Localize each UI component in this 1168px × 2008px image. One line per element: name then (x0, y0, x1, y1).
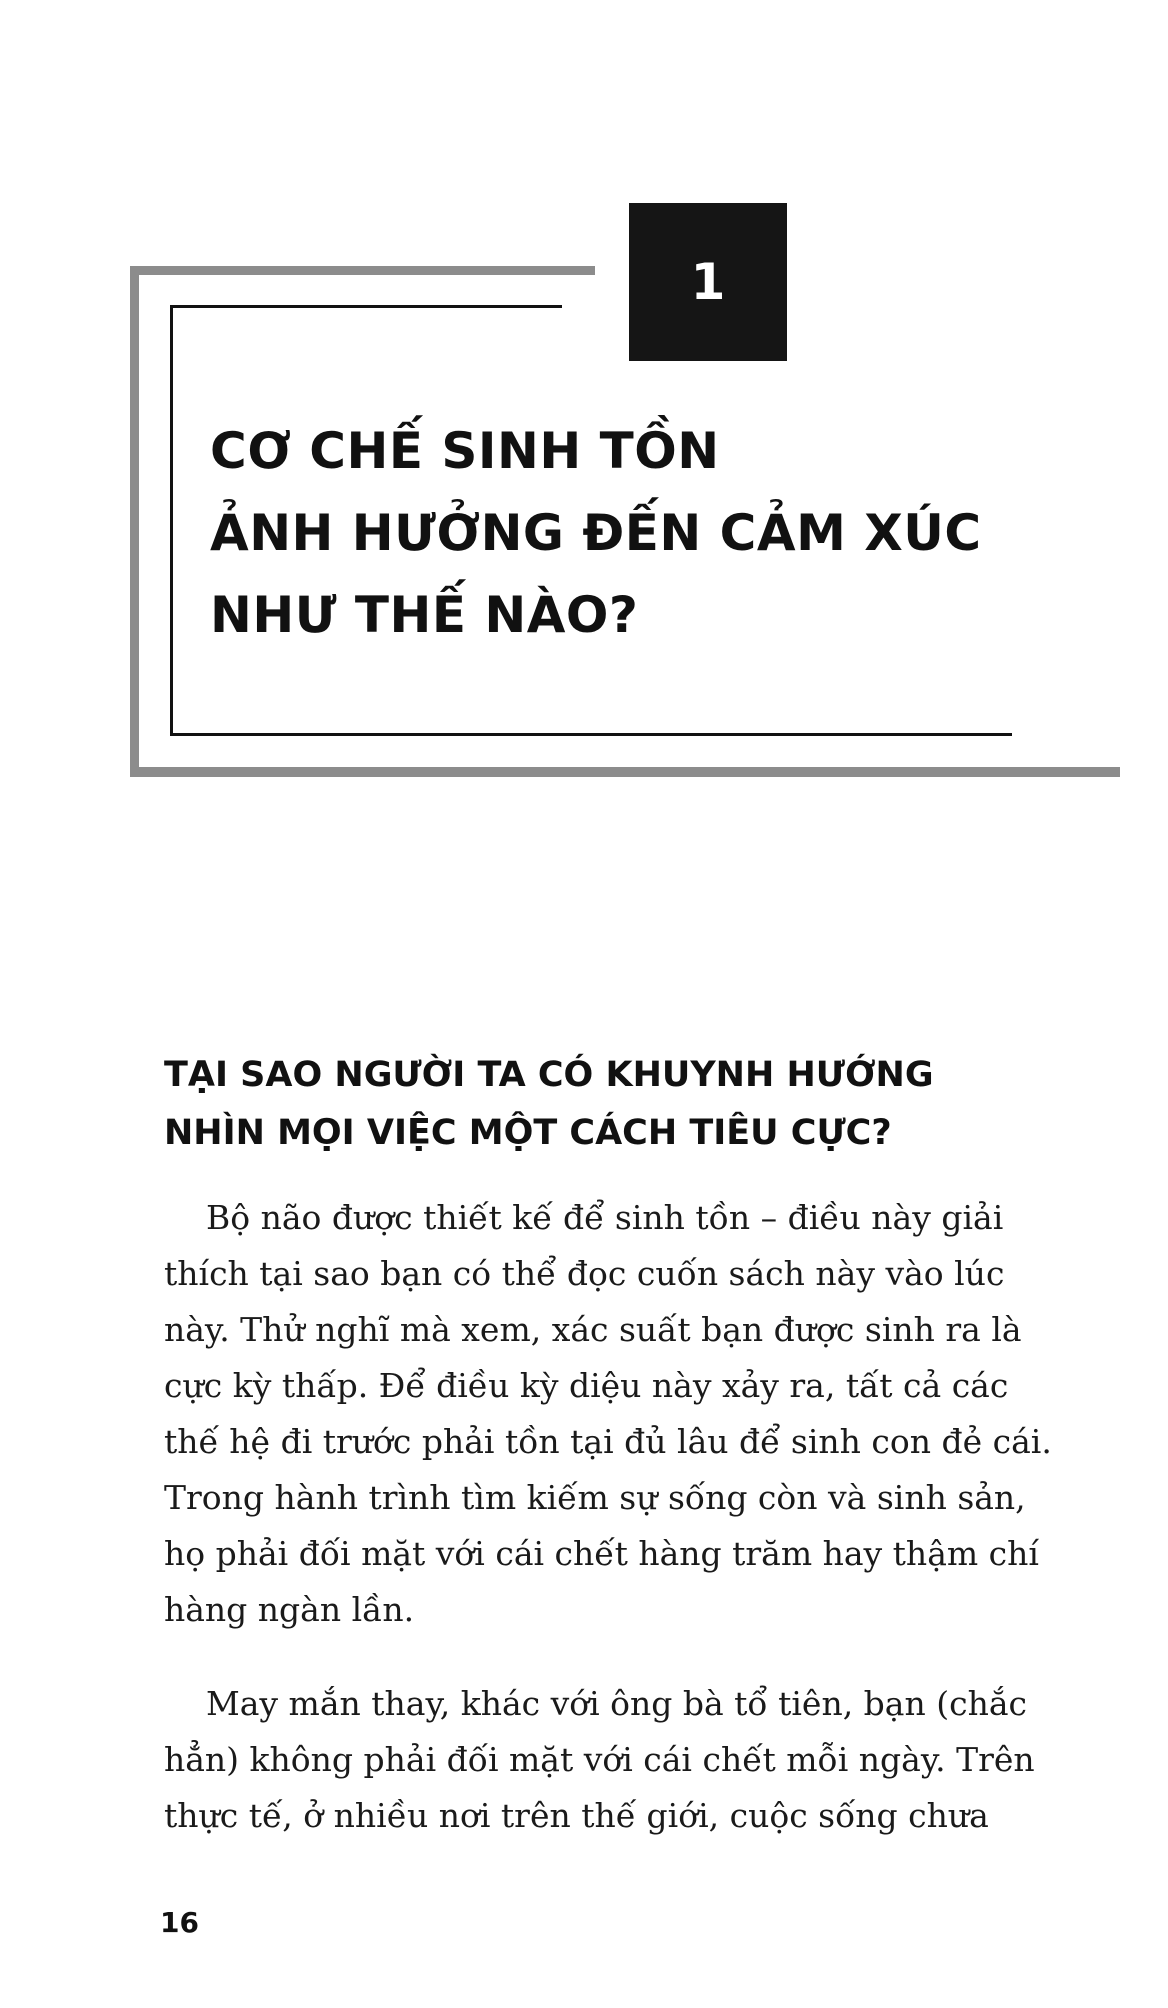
body-paragraph (164, 1190, 1098, 1638)
text-line: Bộ não được thiết kế để sinh tồn – điều này giải (164, 1198, 1004, 1237)
text-line: hẳn) không phải đối mặt với cái chết mỗi ngày. Trên (164, 1740, 1035, 1779)
chapter-title-line: ẢNH HƯỞNG ĐẾN CẢM XÚC (210, 504, 982, 562)
chapter-frame-inner-border (170, 733, 1012, 736)
chapter-frame-inner-border (170, 305, 562, 308)
chapter-frame-outer-border (130, 266, 139, 776)
text-line: họ phải đối mặt với cái chết hàng trăm hay thậm chí (164, 1534, 1039, 1573)
text-line: thích tại sao bạn có thể đọc cuốn sách này vào lúc (164, 1254, 1005, 1293)
chapter-frame-outer-border (130, 266, 595, 275)
text-line: này. Thử nghĩ mà xem, xác suất bạn được sinh ra là (164, 1310, 1022, 1349)
chapter-number-box (629, 203, 787, 361)
text-line: Trong hành trình tìm kiếm sự sống còn và sinh sản, (164, 1478, 1026, 1517)
section-heading-line: NHÌN MỌI VIỆC MỘT CÁCH TIÊU CỰC? (164, 1113, 892, 1153)
chapter-frame-inner-border (170, 305, 173, 736)
page-number: 16 (160, 1906, 199, 1939)
text-line: May mắn thay, khác với ông bà tổ tiên, bạn (chắc (164, 1684, 1027, 1723)
text-line: hàng ngàn lần. (164, 1590, 415, 1629)
text-line: thực tế, ở nhiều nơi trên thế giới, cuộc sống chưa (164, 1796, 989, 1835)
chapter-title-line: NHƯ THẾ NÀO? (210, 586, 639, 644)
chapter-frame-outer-border (130, 767, 1120, 777)
text-line: cực kỳ thấp. Để điều kỳ diệu này xảy ra, tất cả các (164, 1366, 1009, 1405)
chapter-number: 1 (690, 253, 726, 311)
chapter-title (210, 410, 1010, 656)
chapter-title-line: CƠ CHẾ SINH TỒN (210, 422, 720, 480)
text-line: thế hệ đi trước phải tồn tại đủ lâu để sinh con đẻ cái. (164, 1422, 1052, 1461)
section-heading (164, 1046, 1064, 1162)
body-paragraph (164, 1676, 1098, 1844)
section-heading-line: TẠI SAO NGƯỜI TA CÓ KHUYNH HƯỚNG (164, 1055, 934, 1095)
